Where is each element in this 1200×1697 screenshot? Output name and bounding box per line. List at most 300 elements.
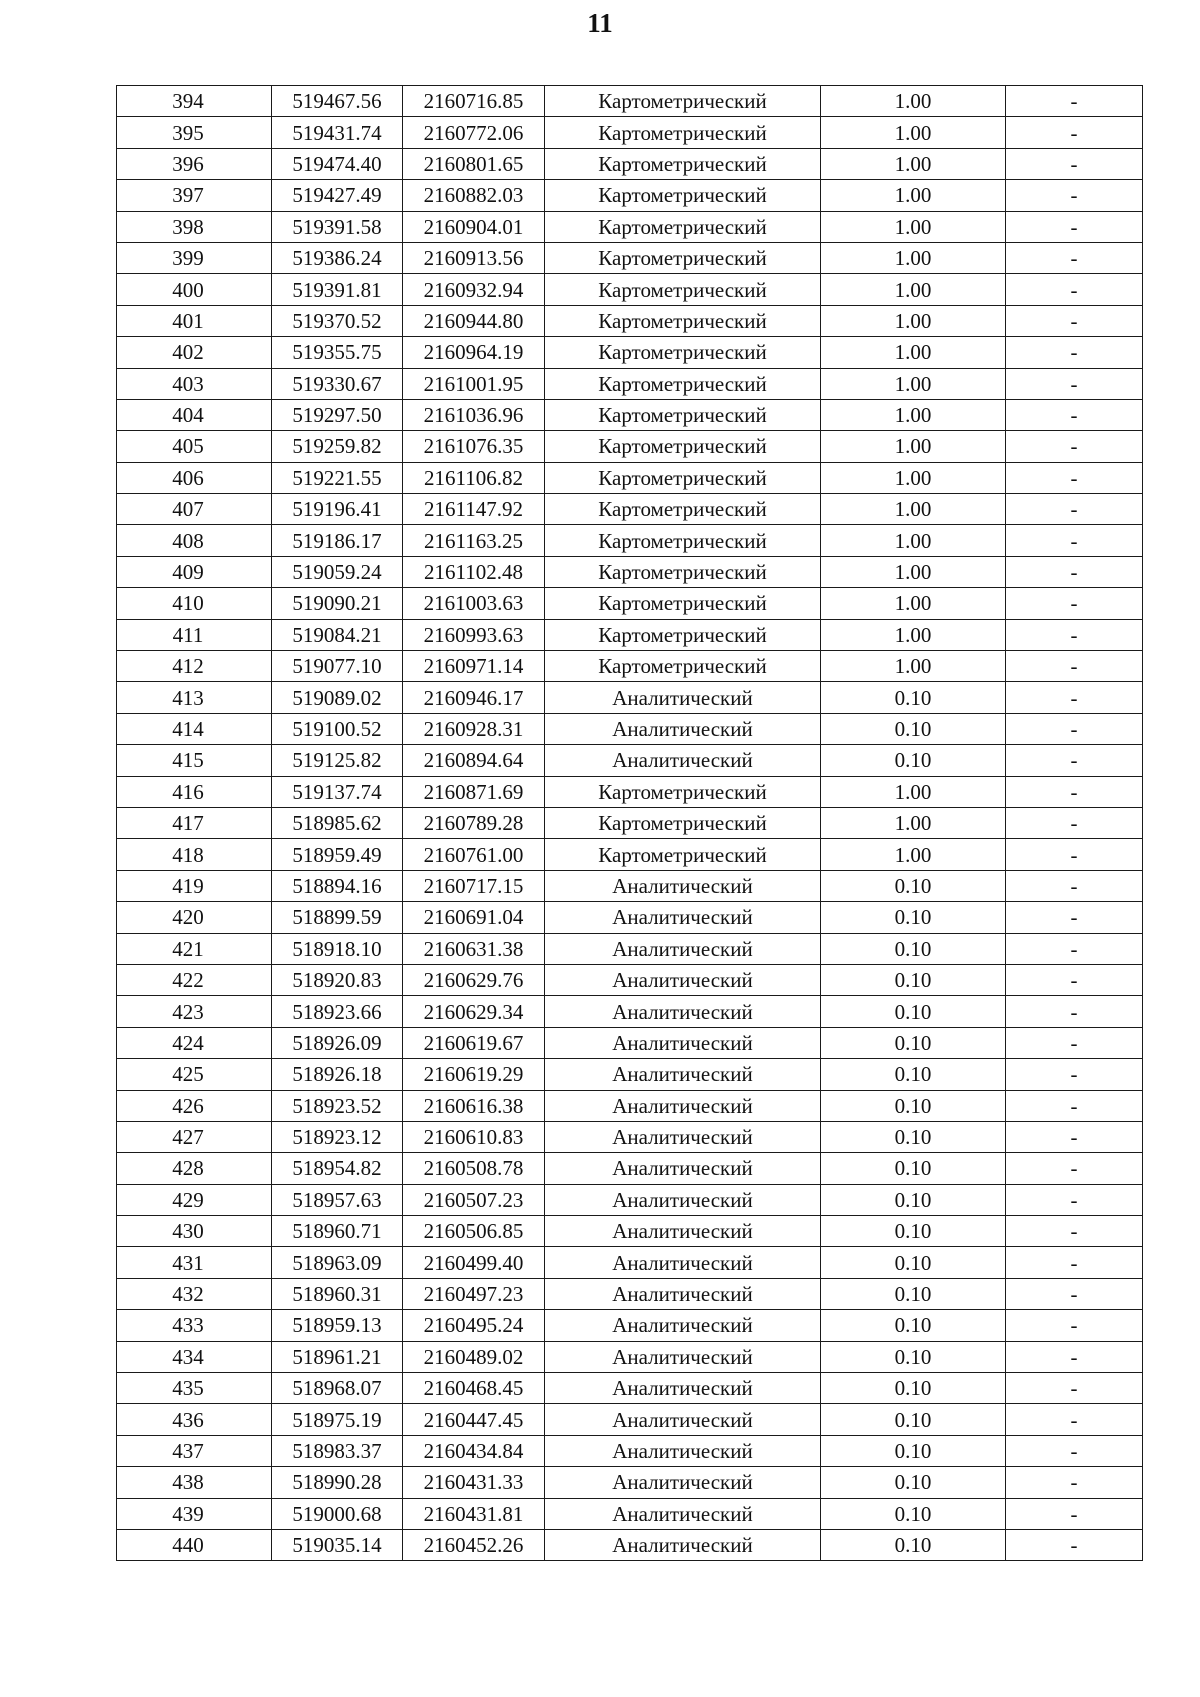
x-coordinate-cell: 518963.09 — [272, 1247, 403, 1278]
method-cell: Аналитический — [545, 870, 821, 901]
point-number-cell: 417 — [117, 807, 272, 838]
accuracy-cell: 1.00 — [821, 399, 1006, 430]
y-coordinate-cell: 2160497.23 — [403, 1278, 545, 1309]
point-number-cell: 429 — [117, 1184, 272, 1215]
y-coordinate-cell: 2160946.17 — [403, 682, 545, 713]
point-number-cell: 437 — [117, 1435, 272, 1466]
point-number-cell: 403 — [117, 368, 272, 399]
x-coordinate-cell: 519035.14 — [272, 1529, 403, 1560]
page-number: 11 — [587, 8, 613, 38]
accuracy-cell: 1.00 — [821, 839, 1006, 870]
x-coordinate-cell: 518959.49 — [272, 839, 403, 870]
point-number-cell: 406 — [117, 462, 272, 493]
y-coordinate-cell: 2160932.94 — [403, 274, 545, 305]
y-coordinate-cell: 2160993.63 — [403, 619, 545, 650]
method-cell: Картометрический — [545, 337, 821, 368]
note-cell: - — [1006, 117, 1143, 148]
table-row — [117, 964, 1143, 995]
point-number-cell: 395 — [117, 117, 272, 148]
y-coordinate-cell: 2160789.28 — [403, 807, 545, 838]
accuracy-cell: 1.00 — [821, 274, 1006, 305]
x-coordinate-cell: 519259.82 — [272, 431, 403, 462]
table-row — [117, 933, 1143, 964]
y-coordinate-cell: 2160495.24 — [403, 1310, 545, 1341]
point-number-cell: 412 — [117, 651, 272, 682]
point-number-cell: 415 — [117, 745, 272, 776]
x-coordinate-cell: 518918.10 — [272, 933, 403, 964]
y-coordinate-cell: 2160507.23 — [403, 1184, 545, 1215]
note-cell: - — [1006, 180, 1143, 211]
table-row — [117, 682, 1143, 713]
method-cell: Картометрический — [545, 556, 821, 587]
method-cell: Аналитический — [545, 1373, 821, 1404]
note-cell: - — [1006, 368, 1143, 399]
note-cell: - — [1006, 242, 1143, 273]
accuracy-cell: 1.00 — [821, 651, 1006, 682]
x-coordinate-cell: 518923.52 — [272, 1090, 403, 1121]
method-cell: Картометрический — [545, 619, 821, 650]
x-coordinate-cell: 518959.13 — [272, 1310, 403, 1341]
method-cell: Аналитический — [545, 1121, 821, 1152]
x-coordinate-cell: 519186.17 — [272, 525, 403, 556]
method-cell: Аналитический — [545, 1467, 821, 1498]
table-row — [117, 242, 1143, 273]
point-number-cell: 419 — [117, 870, 272, 901]
point-number-cell: 413 — [117, 682, 272, 713]
point-number-cell: 401 — [117, 305, 272, 336]
table-row — [117, 1090, 1143, 1121]
x-coordinate-cell: 519100.52 — [272, 713, 403, 744]
accuracy-cell: 0.10 — [821, 1278, 1006, 1309]
note-cell: - — [1006, 1373, 1143, 1404]
note-cell: - — [1006, 1341, 1143, 1372]
accuracy-cell: 0.10 — [821, 682, 1006, 713]
note-cell: - — [1006, 619, 1143, 650]
x-coordinate-cell: 518954.82 — [272, 1153, 403, 1184]
table-row — [117, 305, 1143, 336]
point-number-cell: 404 — [117, 399, 272, 430]
x-coordinate-cell: 519000.68 — [272, 1498, 403, 1529]
method-cell: Аналитический — [545, 1529, 821, 1560]
note-cell: - — [1006, 588, 1143, 619]
table-row — [117, 713, 1143, 744]
y-coordinate-cell: 2161003.63 — [403, 588, 545, 619]
note-cell: - — [1006, 1059, 1143, 1090]
table-row — [117, 399, 1143, 430]
point-number-cell: 396 — [117, 148, 272, 179]
y-coordinate-cell: 2160894.64 — [403, 745, 545, 776]
x-coordinate-cell: 519090.21 — [272, 588, 403, 619]
x-coordinate-cell: 518985.62 — [272, 807, 403, 838]
accuracy-cell: 1.00 — [821, 368, 1006, 399]
y-coordinate-cell: 2160431.33 — [403, 1467, 545, 1498]
point-number-cell: 440 — [117, 1529, 272, 1560]
point-number-cell: 408 — [117, 525, 272, 556]
accuracy-cell: 0.10 — [821, 1184, 1006, 1215]
x-coordinate-cell: 519391.81 — [272, 274, 403, 305]
table-row — [117, 1184, 1143, 1215]
method-cell: Картометрический — [545, 305, 821, 336]
x-coordinate-cell: 519391.58 — [272, 211, 403, 242]
note-cell: - — [1006, 1247, 1143, 1278]
y-coordinate-cell: 2161001.95 — [403, 368, 545, 399]
table-row — [117, 368, 1143, 399]
table-row — [117, 1247, 1143, 1278]
x-coordinate-cell: 518968.07 — [272, 1373, 403, 1404]
table-row — [117, 902, 1143, 933]
table-row — [117, 494, 1143, 525]
accuracy-cell: 1.00 — [821, 776, 1006, 807]
method-cell: Картометрический — [545, 588, 821, 619]
note-cell: - — [1006, 745, 1143, 776]
table-row — [117, 996, 1143, 1027]
point-number-cell: 405 — [117, 431, 272, 462]
x-coordinate-cell: 519431.74 — [272, 117, 403, 148]
method-cell: Аналитический — [545, 933, 821, 964]
point-number-cell: 434 — [117, 1341, 272, 1372]
table-row — [117, 117, 1143, 148]
y-coordinate-cell: 2160452.26 — [403, 1529, 545, 1560]
accuracy-cell: 0.10 — [821, 1090, 1006, 1121]
method-cell: Аналитический — [545, 1090, 821, 1121]
table-row — [117, 1435, 1143, 1466]
table-row — [117, 1153, 1143, 1184]
y-coordinate-cell: 2160508.78 — [403, 1153, 545, 1184]
x-coordinate-cell: 518983.37 — [272, 1435, 403, 1466]
table-row — [117, 651, 1143, 682]
y-coordinate-cell: 2160506.85 — [403, 1216, 545, 1247]
note-cell: - — [1006, 148, 1143, 179]
table-row — [117, 1529, 1143, 1560]
note-cell: - — [1006, 682, 1143, 713]
table-row — [117, 1341, 1143, 1372]
point-number-cell: 422 — [117, 964, 272, 995]
note-cell: - — [1006, 870, 1143, 901]
table-row — [117, 1467, 1143, 1498]
accuracy-cell: 1.00 — [821, 807, 1006, 838]
x-coordinate-cell: 518920.83 — [272, 964, 403, 995]
method-cell: Картометрический — [545, 148, 821, 179]
y-coordinate-cell: 2160913.56 — [403, 242, 545, 273]
accuracy-cell: 1.00 — [821, 242, 1006, 273]
x-coordinate-cell: 518926.09 — [272, 1027, 403, 1058]
y-coordinate-cell: 2160928.31 — [403, 713, 545, 744]
note-cell: - — [1006, 1153, 1143, 1184]
method-cell: Картометрический — [545, 211, 821, 242]
accuracy-cell: 0.10 — [821, 1247, 1006, 1278]
x-coordinate-cell: 518960.31 — [272, 1278, 403, 1309]
x-coordinate-cell: 519137.74 — [272, 776, 403, 807]
table-row — [117, 619, 1143, 650]
method-cell: Аналитический — [545, 1247, 821, 1278]
x-coordinate-cell: 518975.19 — [272, 1404, 403, 1435]
method-cell: Аналитический — [545, 1341, 821, 1372]
note-cell: - — [1006, 1404, 1143, 1435]
accuracy-cell: 0.10 — [821, 1027, 1006, 1058]
accuracy-cell: 1.00 — [821, 619, 1006, 650]
x-coordinate-cell: 518926.18 — [272, 1059, 403, 1090]
y-coordinate-cell: 2161147.92 — [403, 494, 545, 525]
table-row — [117, 431, 1143, 462]
note-cell: - — [1006, 1216, 1143, 1247]
accuracy-cell: 0.10 — [821, 713, 1006, 744]
y-coordinate-cell: 2160434.84 — [403, 1435, 545, 1466]
x-coordinate-cell: 519386.24 — [272, 242, 403, 273]
point-number-cell: 399 — [117, 242, 272, 273]
x-coordinate-cell: 519330.67 — [272, 368, 403, 399]
point-number-cell: 407 — [117, 494, 272, 525]
x-coordinate-cell: 519221.55 — [272, 462, 403, 493]
method-cell: Аналитический — [545, 1216, 821, 1247]
accuracy-cell: 1.00 — [821, 211, 1006, 242]
accuracy-cell: 0.10 — [821, 902, 1006, 933]
note-cell: - — [1006, 1310, 1143, 1341]
accuracy-cell: 1.00 — [821, 148, 1006, 179]
point-number-cell: 430 — [117, 1216, 272, 1247]
point-number-cell: 436 — [117, 1404, 272, 1435]
y-coordinate-cell: 2160610.83 — [403, 1121, 545, 1152]
accuracy-cell: 1.00 — [821, 180, 1006, 211]
accuracy-cell: 0.10 — [821, 1373, 1006, 1404]
x-coordinate-cell: 519297.50 — [272, 399, 403, 430]
note-cell: - — [1006, 431, 1143, 462]
table-row — [117, 870, 1143, 901]
y-coordinate-cell: 2160629.34 — [403, 996, 545, 1027]
table-row — [117, 148, 1143, 179]
y-coordinate-cell: 2161106.82 — [403, 462, 545, 493]
table-row — [117, 274, 1143, 305]
method-cell: Аналитический — [545, 1435, 821, 1466]
method-cell: Картометрический — [545, 242, 821, 273]
table-row — [117, 1278, 1143, 1309]
table-row — [117, 1373, 1143, 1404]
point-number-cell: 394 — [117, 86, 272, 117]
x-coordinate-cell: 519089.02 — [272, 682, 403, 713]
x-coordinate-cell: 519059.24 — [272, 556, 403, 587]
y-coordinate-cell: 2160431.81 — [403, 1498, 545, 1529]
method-cell: Аналитический — [545, 1027, 821, 1058]
x-coordinate-cell: 518990.28 — [272, 1467, 403, 1498]
y-coordinate-cell: 2160971.14 — [403, 651, 545, 682]
accuracy-cell: 1.00 — [821, 337, 1006, 368]
table-row — [117, 525, 1143, 556]
y-coordinate-cell: 2160964.19 — [403, 337, 545, 368]
y-coordinate-cell: 2160801.65 — [403, 148, 545, 179]
accuracy-cell: 1.00 — [821, 305, 1006, 336]
point-number-cell: 423 — [117, 996, 272, 1027]
accuracy-cell: 0.10 — [821, 964, 1006, 995]
point-number-cell: 425 — [117, 1059, 272, 1090]
accuracy-cell: 0.10 — [821, 1216, 1006, 1247]
method-cell: Картометрический — [545, 117, 821, 148]
note-cell: - — [1006, 1278, 1143, 1309]
accuracy-cell: 0.10 — [821, 996, 1006, 1027]
y-coordinate-cell: 2161102.48 — [403, 556, 545, 587]
note-cell: - — [1006, 211, 1143, 242]
y-coordinate-cell: 2160619.67 — [403, 1027, 545, 1058]
method-cell: Картометрический — [545, 525, 821, 556]
point-number-cell: 439 — [117, 1498, 272, 1529]
note-cell: - — [1006, 337, 1143, 368]
table-row — [117, 1310, 1143, 1341]
method-cell: Картометрический — [545, 274, 821, 305]
point-number-cell: 426 — [117, 1090, 272, 1121]
note-cell: - — [1006, 933, 1143, 964]
point-number-cell: 410 — [117, 588, 272, 619]
table-row — [117, 1404, 1143, 1435]
note-cell: - — [1006, 1090, 1143, 1121]
x-coordinate-cell: 518923.66 — [272, 996, 403, 1027]
table-row — [117, 1121, 1143, 1152]
note-cell: - — [1006, 996, 1143, 1027]
note-cell: - — [1006, 494, 1143, 525]
note-cell: - — [1006, 556, 1143, 587]
method-cell: Картометрический — [545, 839, 821, 870]
table-body — [117, 86, 1143, 1561]
y-coordinate-cell: 2160468.45 — [403, 1373, 545, 1404]
y-coordinate-cell: 2160629.76 — [403, 964, 545, 995]
accuracy-cell: 0.10 — [821, 1310, 1006, 1341]
accuracy-cell: 0.10 — [821, 933, 1006, 964]
x-coordinate-cell: 518960.71 — [272, 1216, 403, 1247]
y-coordinate-cell: 2160717.15 — [403, 870, 545, 901]
table-row — [117, 776, 1143, 807]
note-cell: - — [1006, 964, 1143, 995]
x-coordinate-cell: 518961.21 — [272, 1341, 403, 1372]
note-cell: - — [1006, 86, 1143, 117]
note-cell: - — [1006, 1498, 1143, 1529]
accuracy-cell: 0.10 — [821, 870, 1006, 901]
point-number-cell: 400 — [117, 274, 272, 305]
y-coordinate-cell: 2160904.01 — [403, 211, 545, 242]
method-cell: Аналитический — [545, 1153, 821, 1184]
note-cell: - — [1006, 651, 1143, 682]
point-number-cell: 397 — [117, 180, 272, 211]
note-cell: - — [1006, 776, 1143, 807]
accuracy-cell: 1.00 — [821, 86, 1006, 117]
note-cell: - — [1006, 274, 1143, 305]
method-cell: Картометрический — [545, 399, 821, 430]
point-number-cell: 421 — [117, 933, 272, 964]
method-cell: Картометрический — [545, 807, 821, 838]
accuracy-cell: 0.10 — [821, 1435, 1006, 1466]
note-cell: - — [1006, 305, 1143, 336]
y-coordinate-cell: 2160616.38 — [403, 1090, 545, 1121]
table-row — [117, 1027, 1143, 1058]
y-coordinate-cell: 2160772.06 — [403, 117, 545, 148]
table-row — [117, 1498, 1143, 1529]
coordinates-table — [116, 85, 1143, 1561]
method-cell: Аналитический — [545, 902, 821, 933]
point-number-cell: 427 — [117, 1121, 272, 1152]
accuracy-cell: 1.00 — [821, 462, 1006, 493]
accuracy-cell: 0.10 — [821, 1341, 1006, 1372]
note-cell: - — [1006, 713, 1143, 744]
x-coordinate-cell: 518957.63 — [272, 1184, 403, 1215]
point-number-cell: 433 — [117, 1310, 272, 1341]
note-cell: - — [1006, 1184, 1143, 1215]
table-row — [117, 1059, 1143, 1090]
table-row — [117, 337, 1143, 368]
accuracy-cell: 0.10 — [821, 1153, 1006, 1184]
y-coordinate-cell: 2161163.25 — [403, 525, 545, 556]
method-cell: Картометрический — [545, 431, 821, 462]
x-coordinate-cell: 518923.12 — [272, 1121, 403, 1152]
y-coordinate-cell: 2161076.35 — [403, 431, 545, 462]
method-cell: Аналитический — [545, 1404, 821, 1435]
x-coordinate-cell: 518899.59 — [272, 902, 403, 933]
table-row — [117, 86, 1143, 117]
y-coordinate-cell: 2160882.03 — [403, 180, 545, 211]
note-cell: - — [1006, 839, 1143, 870]
note-cell: - — [1006, 902, 1143, 933]
point-number-cell: 432 — [117, 1278, 272, 1309]
point-number-cell: 402 — [117, 337, 272, 368]
accuracy-cell: 0.10 — [821, 1404, 1006, 1435]
note-cell: - — [1006, 1435, 1143, 1466]
y-coordinate-cell: 2160716.85 — [403, 86, 545, 117]
point-number-cell: 424 — [117, 1027, 272, 1058]
method-cell: Аналитический — [545, 1059, 821, 1090]
x-coordinate-cell: 519125.82 — [272, 745, 403, 776]
accuracy-cell: 1.00 — [821, 494, 1006, 525]
note-cell: - — [1006, 807, 1143, 838]
x-coordinate-cell: 519467.56 — [272, 86, 403, 117]
x-coordinate-cell: 519370.52 — [272, 305, 403, 336]
y-coordinate-cell: 2160871.69 — [403, 776, 545, 807]
method-cell: Аналитический — [545, 745, 821, 776]
table-row — [117, 588, 1143, 619]
table-row — [117, 462, 1143, 493]
note-cell: - — [1006, 1027, 1143, 1058]
method-cell: Картометрический — [545, 462, 821, 493]
method-cell: Картометрический — [545, 368, 821, 399]
note-cell: - — [1006, 399, 1143, 430]
point-number-cell: 428 — [117, 1153, 272, 1184]
y-coordinate-cell: 2160489.02 — [403, 1341, 545, 1372]
table-row — [117, 556, 1143, 587]
y-coordinate-cell: 2160761.00 — [403, 839, 545, 870]
accuracy-cell: 0.10 — [821, 745, 1006, 776]
point-number-cell: 409 — [117, 556, 272, 587]
note-cell: - — [1006, 1467, 1143, 1498]
point-number-cell: 416 — [117, 776, 272, 807]
accuracy-cell: 1.00 — [821, 431, 1006, 462]
y-coordinate-cell: 2160944.80 — [403, 305, 545, 336]
table-row — [117, 1216, 1143, 1247]
accuracy-cell: 0.10 — [821, 1059, 1006, 1090]
point-number-cell: 411 — [117, 619, 272, 650]
method-cell: Аналитический — [545, 713, 821, 744]
table-row — [117, 211, 1143, 242]
x-coordinate-cell: 519084.21 — [272, 619, 403, 650]
y-coordinate-cell: 2160631.38 — [403, 933, 545, 964]
table-row — [117, 807, 1143, 838]
table-row — [117, 180, 1143, 211]
accuracy-cell: 0.10 — [821, 1121, 1006, 1152]
method-cell: Картометрический — [545, 86, 821, 117]
method-cell: Картометрический — [545, 494, 821, 525]
method-cell: Аналитический — [545, 1278, 821, 1309]
method-cell: Картометрический — [545, 180, 821, 211]
point-number-cell: 438 — [117, 1467, 272, 1498]
table-row — [117, 839, 1143, 870]
x-coordinate-cell: 519196.41 — [272, 494, 403, 525]
point-number-cell: 431 — [117, 1247, 272, 1278]
x-coordinate-cell: 518894.16 — [272, 870, 403, 901]
note-cell: - — [1006, 1529, 1143, 1560]
y-coordinate-cell: 2161036.96 — [403, 399, 545, 430]
